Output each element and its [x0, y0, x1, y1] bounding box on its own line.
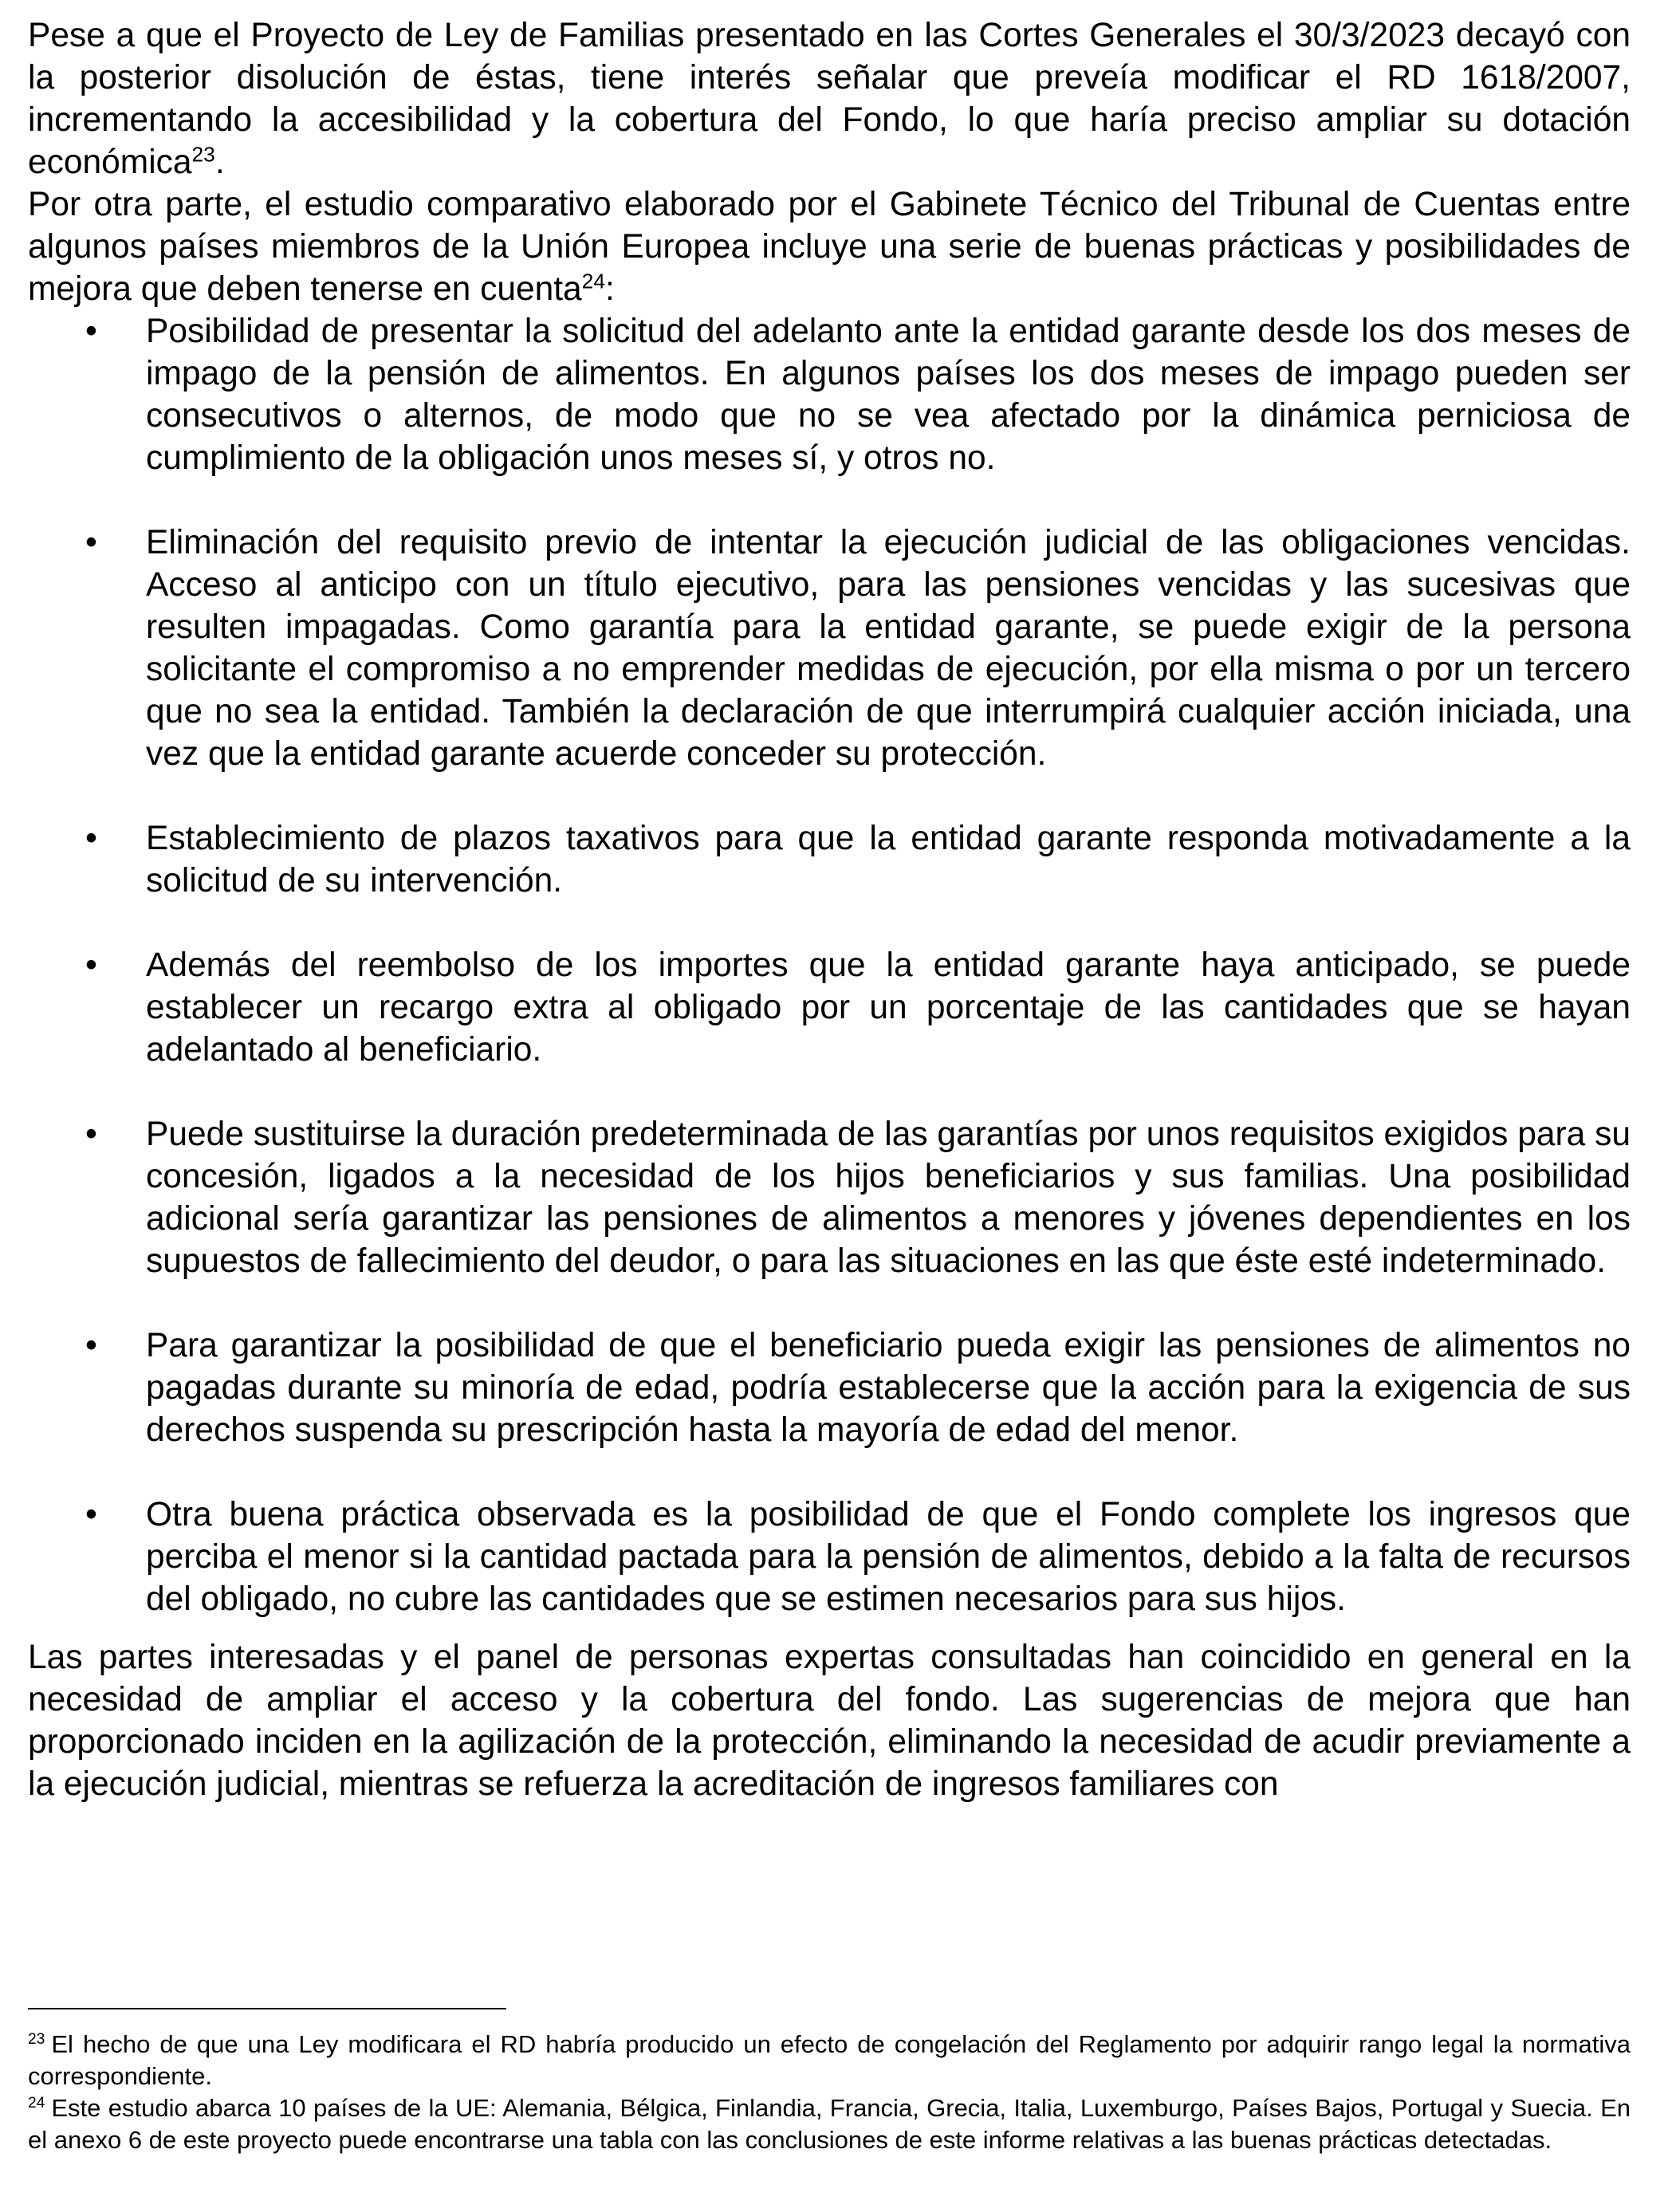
bullet-icon: • — [85, 947, 97, 984]
list-item — [28, 310, 1631, 479]
list-item — [28, 1324, 1631, 1451]
document-page — [28, 14, 1631, 1805]
bullet-icon: • — [85, 1116, 97, 1153]
paragraph-ley-familias — [28, 14, 1631, 183]
list-item-text: Puede sustituirse la duración predeterminada de las garantías por unos requisitos exigidos para su concesión, ligados a la necesidad de los hijos beneficiarios y sus familias. Una posibilidad adicional sería garantizar las pensiones de alimentos a menores y jóvenes dependientes en los supuestos de fallecimiento del deudor, o para las situaciones en las que éste esté indeterminado. — [146, 1116, 1631, 1280]
bullet-icon: • — [85, 820, 97, 857]
footnote-ref[interactable]: 23 — [191, 142, 215, 167]
list-item — [28, 522, 1631, 775]
bullet-icon: • — [85, 313, 97, 350]
footnote-number: 23 — [28, 2031, 45, 2049]
list-item — [28, 1113, 1631, 1282]
paragraph-partes-interesadas: Las partes interesadas y el panel de personas expertas consultadas han coincidido en general en la necesidad de ampliar el acceso y la cobertura del fondo. Las sugerencias de mejora que han proporcionado inciden en la agilización de la protección, eliminando la necesidad de acudir previamente a la ejecución judicial, mientras se refuerza la acreditación de ingresos familiares con — [28, 1639, 1631, 1803]
paragraph-estudio-comparativo — [28, 183, 1631, 310]
footnote-ref[interactable]: 24 — [581, 269, 605, 293]
bullet-icon: • — [85, 1496, 97, 1533]
list-item — [28, 944, 1631, 1071]
paragraph-text: Por otra parte, el estudio comparativo elaborado por el Gabinete Técnico del Tribunal de Cuentas entre algunos países miembros de la Unión Europea incluye una serie de buenas prácticas y posibilidades de mejora que deben tenerse en cuenta — [28, 186, 1631, 308]
footnotes — [28, 2029, 1631, 2156]
footnote-text: El hecho de que una Ley modificara el RD habría producido un efecto de congelación del Reglamento por adquirir rango legal la normativa correspondiente. — [28, 2030, 1631, 2090]
footnote-23 — [28, 2029, 1631, 2092]
footnote-24 — [28, 2092, 1631, 2156]
list-item-text: Otra buena práctica observada es la posibilidad de que el Fondo complete los ingresos que perciba el menor si la cantidad pactada para la pensión de alimentos, debido a la falta de recursos del obligado, no cubre las cantidades que se estimen necesarios para sus hijos. — [146, 1496, 1631, 1618]
paragraph-punctuation: . — [214, 144, 225, 181]
footnote-separator — [28, 2008, 506, 2009]
footnote-number: 24 — [28, 2095, 45, 2112]
list-item-text: Para garantizar la posibilidad de que el beneficiario pueda exigir las pensiones de alimentos no pagadas durante su minoría de edad, podría establecerse que la acción para la exigencia de sus derechos suspenda su prescripción hasta la mayoría de edad del menor. — [146, 1327, 1631, 1449]
list-item-text: Además del reembolso de los importes que la entidad garante haya anticipado, se puede establecer un recargo extra al obligado por un porcentaje de las cantidades que se hayan adelantado al beneficiario. — [146, 947, 1631, 1069]
list-item-text: Eliminación del requisito previo de intentar la ejecución judicial de las obligaciones vencidas. Acceso al anticipo con un título ejecutivo, para las pensiones vencidas y las sucesivas que resulten impagadas. Como garantía para la entidad garante, se puede exigir de la persona solicitante el compromiso a no emprender medidas de ejecución, por ella misma o por un tercero que no sea la entidad. También la declaración de que interrumpirá cualquier acción iniciada, una vez que la entidad garante acuerde conceder su protección. — [146, 524, 1631, 773]
list-item-text: Posibilidad de presentar la solicitud del adelanto ante la entidad garante desde los dos meses de impago de la pensión de alimentos. En algunos países los dos meses de impago pueden ser consecutivos o alternos, de modo que no se vea afectado por la dinámica perniciosa de cumplimiento de la obligación unos meses sí, y otros no. — [146, 313, 1631, 477]
bullet-icon: • — [85, 1327, 97, 1364]
list-item — [28, 1494, 1631, 1620]
paragraph-text: Pese a que el Proyecto de Ley de Familias presentado en las Cortes Generales el 30/3/2023 decayó con la posterior disolución de éstas, tiene interés señalar que preveía modificar el RD 1618/2007, incrementando la accesibilidad y la cobertura del Fondo, lo que haría preciso ampliar su dotación económica — [28, 17, 1631, 181]
footnote-text: Este estudio abarca 10 países de la UE: Alemania, Bélgica, Finlandia, Francia, Grecia, Italia, Luxemburgo, Países Bajos, Portugal y Suecia. En el anexo 6 de este proyecto puede encontrarse una tabla con las conclusiones de este informe relativas a las buenas prácticas detectadas. — [28, 2094, 1631, 2154]
list-item-text: Establecimiento de plazos taxativos para que la entidad garante responda motivadamente a la solicitud de su intervención. — [146, 820, 1631, 899]
paragraph-punctuation: : — [604, 270, 615, 308]
good-practices-list — [28, 310, 1631, 1620]
bullet-icon: • — [85, 524, 97, 561]
list-item — [28, 817, 1631, 902]
